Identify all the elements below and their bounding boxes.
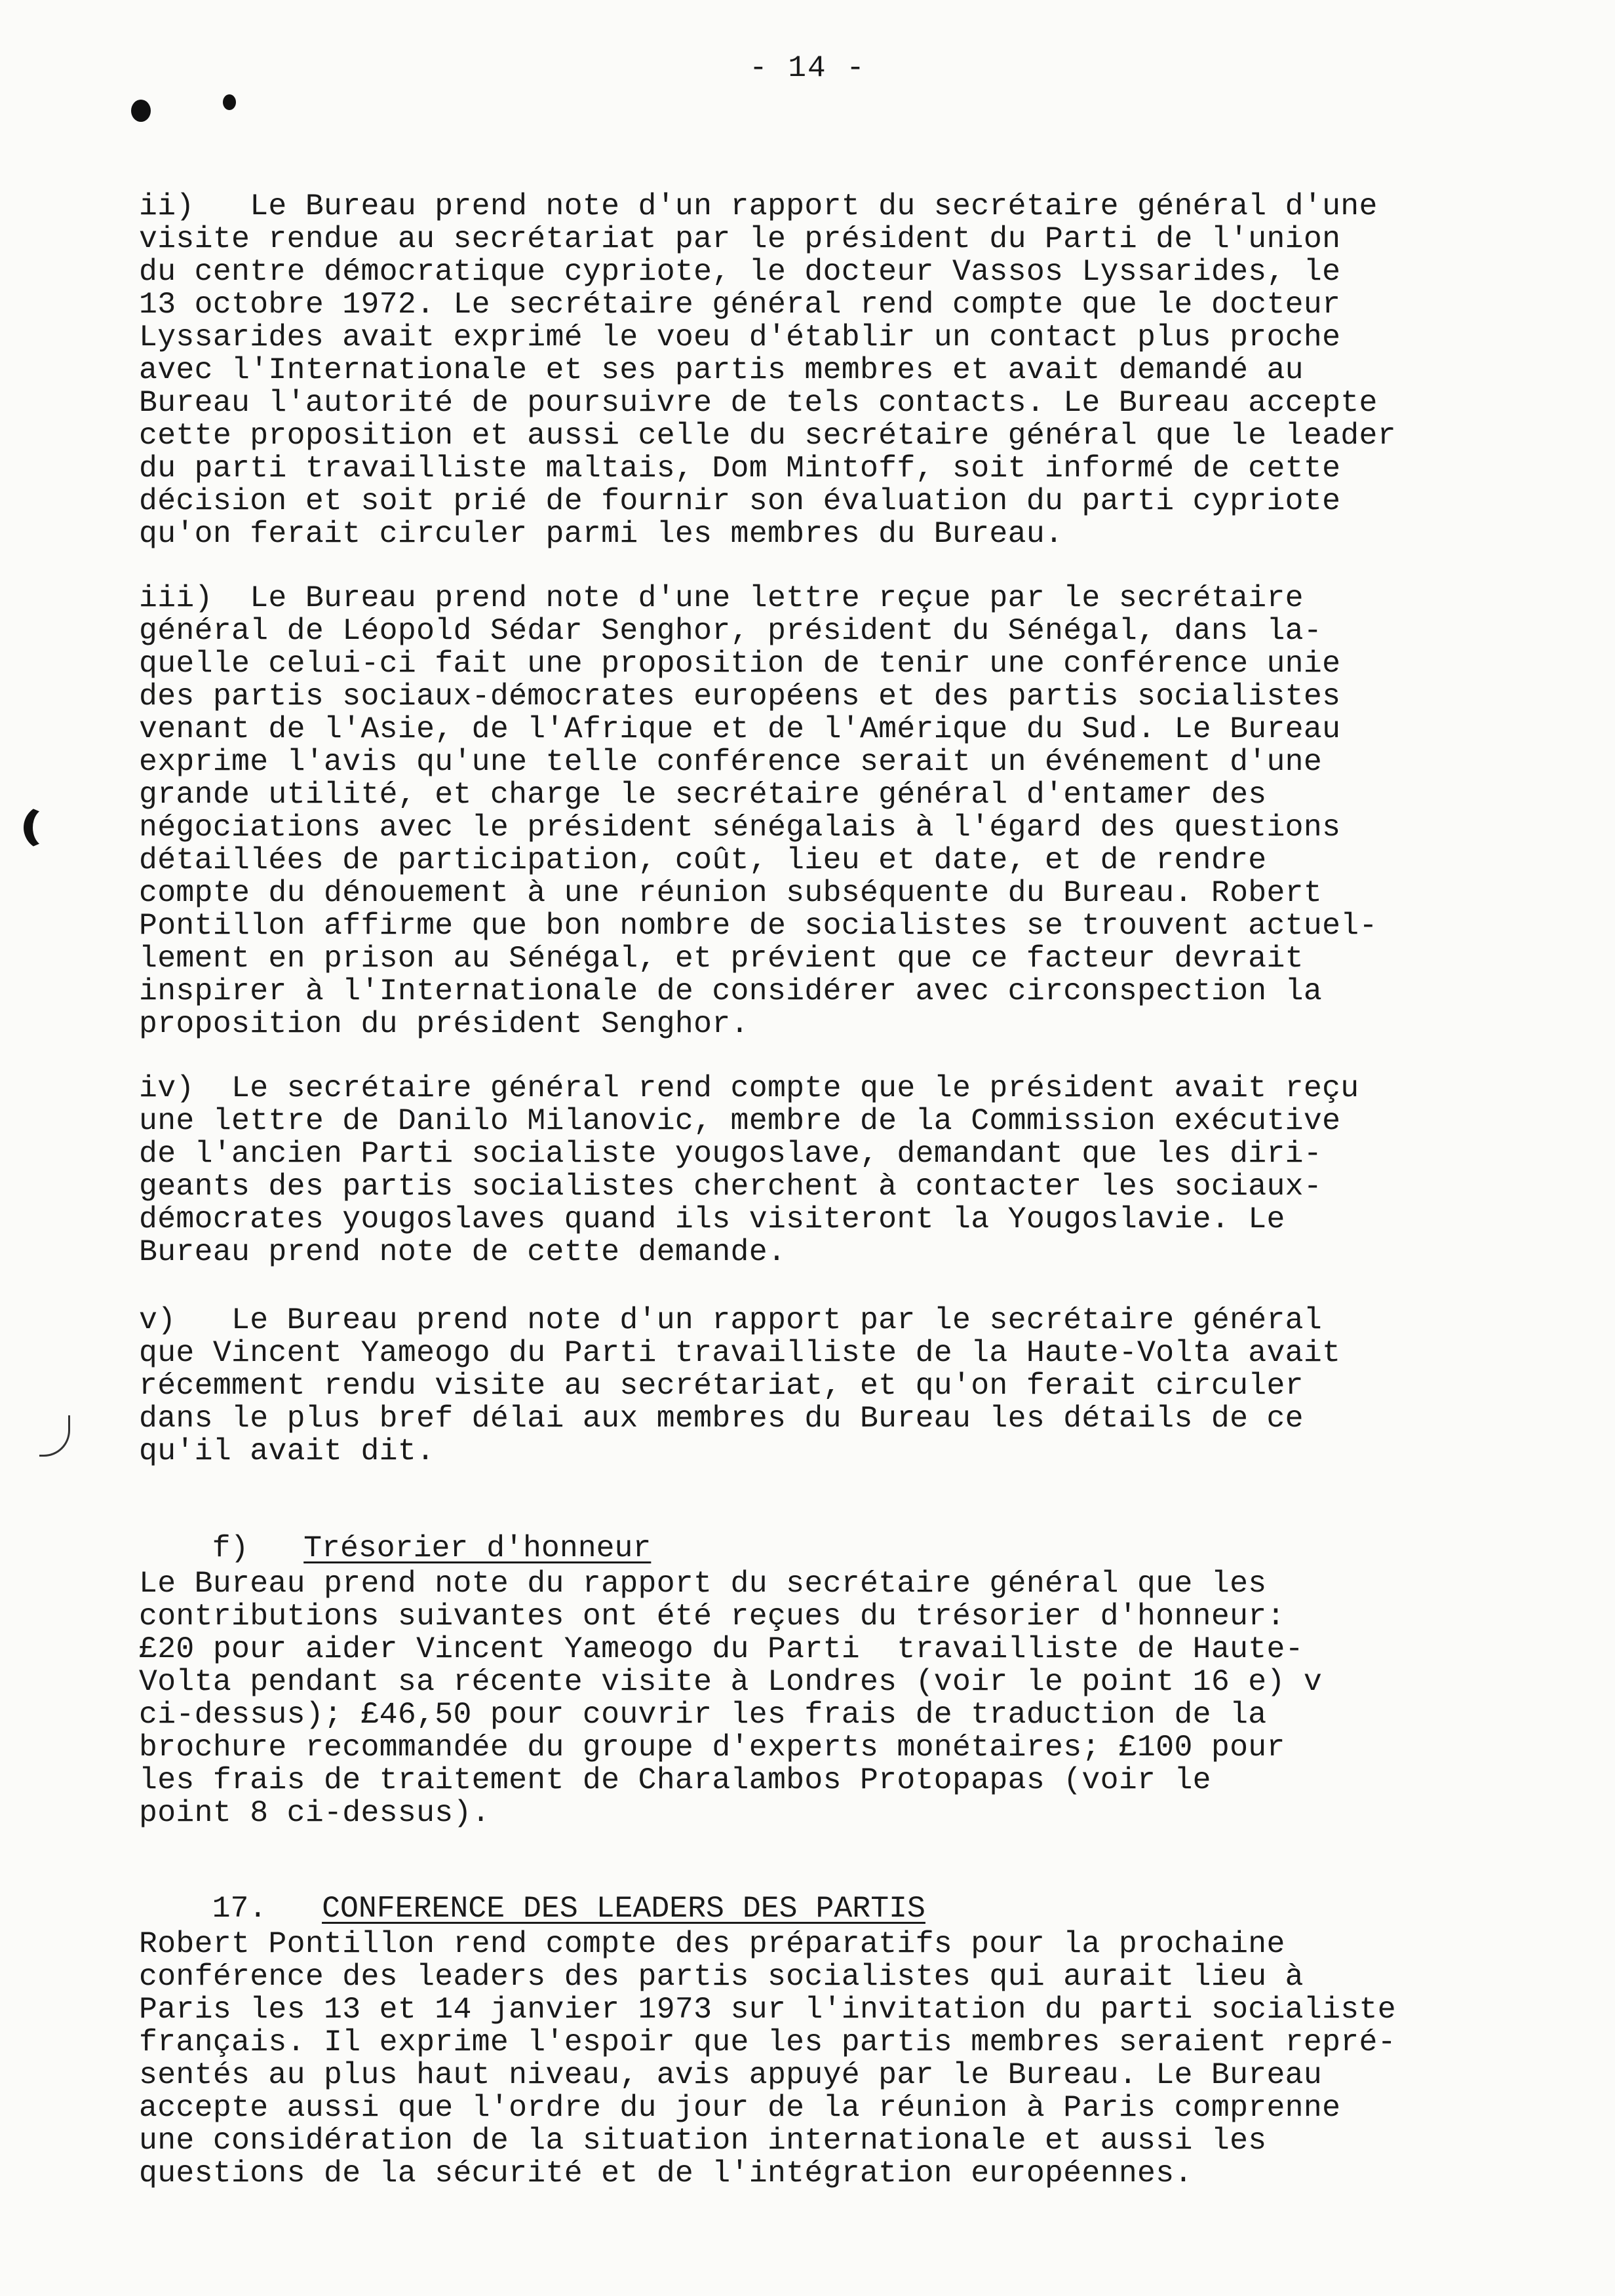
- paragraph-v: v) Le Bureau prend note d'un rapport par le secrétaire général que Vincent Yameogo du Parti travailliste de la Haute-Volta avait récemment rendu visite au secrétariat, et qu'on ferait circuler dans le plus bref délai aux membres du Bureau les détails de ce qu'il avait dit.: [139, 1303, 1341, 1468]
- punch-hole-mark: [223, 94, 236, 110]
- paragraph-ii: ii) Le Bureau prend note d'un rapport du secrétaire général d'une visite rendue au secrétariat par le président du Parti de l'union du centre démocratique cypriote, le docteur Vassos Lyssarides, le 13 octobre 1972. Le secrétaire général rend compte que le docteur Lyssarides avait exprimé le voeu d'établir un contact plus proche avec l'Internationale et ses partis membres et avait demandé au Bureau l'autorité de poursuivre de tels contacts. Le Bureau accepte cette proposition et aussi celle du secrétaire général que le leader du parti travailliste maltais, Dom Mintoff, soit informé de cette décision et soit prié de fournir son évaluation du parti cypriote qu'on ferait circuler parmi les membres du Bureau.: [139, 189, 1396, 551]
- heading-f-title: Trésorier d'honneur: [303, 1531, 652, 1565]
- punch-hole-mark: [131, 100, 151, 122]
- paragraph-iv: iv) Le secrétaire général rend compte que le président avait reçu une lettre de Danilo Milanovic, membre de la Commission exécutive de l'ancien Parti socialiste yougoslave, demandant que les diri- geants des partis socialistes cherchent à contacter les sociaux- démocrates yougoslaves quand ils visiteront la Yougoslavie. Le Bureau prend note de cette demande.: [139, 1071, 1359, 1269]
- heading-17-marker: 17.: [212, 1891, 267, 1926]
- heading-f-marker: f): [212, 1531, 249, 1565]
- paragraph-iii: iii) Le Bureau prend note d'une lettre reçue par le secrétaire général de Léopold Sédar Senghor, président du Sénégal, dans la- quelle celui-ci fait une proposition de tenir une conférence unie des partis sociaux-démocrates européens et des partis socialistes venant de l'Asie, de l'Afrique et de l'Amérique du Sud. Le Bureau exprime l'avis qu'une telle conférence serait un événement d'une grande utilité, et charge le secrétaire général d'entamer des négociations avec le président sénégalais à l'égard des questions détaillées de participation, coût, lieu et date, et de rendre compte du dénouement à une réunion subséquente du Bureau. Robert Pontillon affirme que bon nombre de socialistes se trouvent actuel- lement en prison au Sénégal, et prévient que ce facteur devrait inspirer à l'Internationale de considérer avec circonspection la proposition du président Senghor.: [139, 581, 1378, 1041]
- margin-mark: [39, 1415, 70, 1457]
- heading-17-title: CONFERENCE DES LEADERS DES PARTIS: [322, 1891, 925, 1926]
- paragraph-f: Le Bureau prend note du rapport du secrétaire général que les contributions suivantes ont été reçues du trésorier d'honneur: £20 pour aider Vincent Yameogo du Parti travailliste de Haute- Volta pendant sa récente visite à Londres (voir le point 16 e) v ci-dessus); £46,50 pour couvrir les frais de traduction de la brochure recommandée du groupe d'experts monétaires; £100 pour les frais de traitement de Charalambos Protopapas (voir le point 8 ci-dessus).: [139, 1566, 1323, 1830]
- page-number: - 14 -: [749, 51, 866, 85]
- binder-hole-mark: [24, 805, 69, 851]
- paragraph-17: Robert Pontillon rend compte des préparatifs pour la prochaine conférence des leaders des partis socialistes qui aurait lieu à Paris les 13 et 14 janvier 1973 sur l'invitation du parti socialiste français. Il exprime l'espoir que les partis membres seraient repré- sentés au plus haut niveau, avis appuyé par le Bureau. Le Bureau accepte aussi que l'ordre du jour de la réunion à Paris comprenne une considération de la situation internationale et aussi les questions de la sécurité et de l'intégration européennes.: [139, 1926, 1396, 2191]
